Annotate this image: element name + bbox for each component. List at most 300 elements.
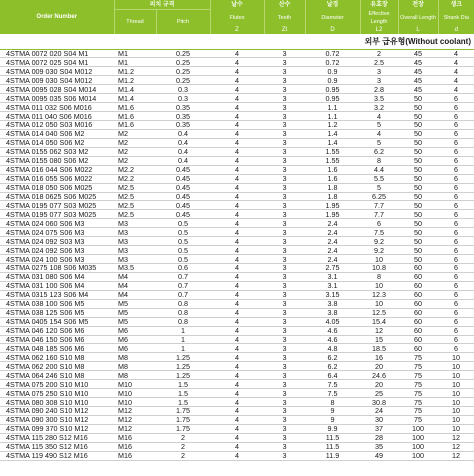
cell-flutes: 4: [210, 183, 264, 192]
cell-overall-length: 50: [398, 246, 438, 255]
cell-overall-length: 50: [398, 192, 438, 201]
cell-flutes: 4: [210, 76, 264, 85]
cell-teeth: 3: [264, 344, 305, 353]
cell-pitch: 0.7: [156, 272, 210, 281]
cell-diameter: 2.4: [305, 246, 360, 255]
cell-overall-length: 50: [398, 147, 438, 156]
cell-flutes: 4: [210, 210, 264, 219]
cell-overall-length: 100: [398, 424, 438, 433]
cell-effective-length: 30.8: [360, 398, 398, 407]
table-row: [0, 389, 474, 398]
cell-effective-length: 10: [360, 281, 398, 290]
cell-order-number: 4STMA 099 370 S10 M12: [0, 424, 114, 433]
cell-thread: M8: [114, 371, 156, 380]
cell-order-number: 4STMA 115 350 S12 M16: [0, 442, 114, 451]
cell-teeth: 3: [264, 281, 305, 290]
cell-thread: M1.6: [114, 121, 156, 130]
table-row: [0, 246, 474, 255]
cell-flutes: 4: [210, 228, 264, 237]
cell-overall-length: 50: [398, 228, 438, 237]
cell-thread: M10: [114, 389, 156, 398]
cell-shank-dia: 10: [438, 389, 474, 398]
cell-diameter: 1.95: [305, 210, 360, 219]
cell-pitch: 0.3: [156, 94, 210, 103]
cell-flutes: 4: [210, 49, 264, 58]
table-row: [0, 362, 474, 371]
cell-pitch: 0.25: [156, 76, 210, 85]
cell-shank-dia: 6: [438, 335, 474, 344]
cell-thread: M3: [114, 246, 156, 255]
cell-teeth: 3: [264, 165, 305, 174]
table-row: [0, 237, 474, 246]
cell-thread: M5: [114, 299, 156, 308]
cell-flutes: 4: [210, 67, 264, 76]
cell-shank-dia: 4: [438, 85, 474, 94]
cell-effective-length: 30: [360, 415, 398, 424]
cell-diameter: 3.1: [305, 272, 360, 281]
cell-teeth: 3: [264, 290, 305, 299]
cell-overall-length: 60: [398, 299, 438, 308]
cell-diameter: 8: [305, 398, 360, 407]
cell-diameter: 1.95: [305, 201, 360, 210]
cell-teeth: 3: [264, 407, 305, 416]
cell-thread: M2.2: [114, 174, 156, 183]
table-row: [0, 335, 474, 344]
cell-shank-dia: 10: [438, 353, 474, 362]
cell-effective-length: 7.7: [360, 210, 398, 219]
cell-teeth: 3: [264, 237, 305, 246]
cell-overall-length: 45: [398, 76, 438, 85]
cell-flutes: 4: [210, 58, 264, 67]
cell-diameter: 4.6: [305, 326, 360, 335]
cell-order-number: 4STMA 0095 035 S06 M014: [0, 94, 114, 103]
cell-overall-length: 60: [398, 272, 438, 281]
cell-flutes: 4: [210, 219, 264, 228]
cell-order-number: 4STMA 080 308 S10 M10: [0, 398, 114, 407]
table-row: [0, 353, 474, 362]
cell-pitch: 0.5: [156, 237, 210, 246]
cell-overall-length: 75: [398, 389, 438, 398]
cell-pitch: 1.5: [156, 380, 210, 389]
header-order-number: Order Number: [0, 0, 114, 34]
cell-teeth: 3: [264, 415, 305, 424]
header-thread: Thread: [114, 10, 156, 34]
cell-thread: M2.5: [114, 201, 156, 210]
cell-pitch: 0.4: [156, 147, 210, 156]
cell-diameter: 3.15: [305, 290, 360, 299]
cell-pitch: 0.5: [156, 219, 210, 228]
cell-diameter: 1.55: [305, 147, 360, 156]
cell-overall-length: 50: [398, 255, 438, 264]
cell-effective-length: 8: [360, 156, 398, 165]
cell-shank-dia: 6: [438, 121, 474, 130]
cell-thread: M10: [114, 398, 156, 407]
cell-flutes: 4: [210, 415, 264, 424]
cell-flutes: 4: [210, 317, 264, 326]
cell-effective-length: 15: [360, 335, 398, 344]
cell-effective-length: 3.5: [360, 94, 398, 103]
cell-shank-dia: 6: [438, 246, 474, 255]
cell-thread: M12: [114, 407, 156, 416]
cell-order-number: 4STMA 0095 028 S04 M014: [0, 85, 114, 94]
cell-teeth: 3: [264, 129, 305, 138]
cell-shank-dia: 6: [438, 264, 474, 273]
cell-teeth: 3: [264, 76, 305, 85]
cell-effective-length: 12.3: [360, 290, 398, 299]
cell-shank-dia: 6: [438, 308, 474, 317]
cell-order-number: 4STMA 018 0625 S06 M025: [0, 192, 114, 201]
table-header: [0, 0, 474, 34]
cell-teeth: 3: [264, 442, 305, 451]
cell-flutes: 4: [210, 112, 264, 121]
cell-teeth: 3: [264, 112, 305, 121]
cell-flutes: 4: [210, 371, 264, 380]
cell-pitch: 0.5: [156, 228, 210, 237]
cell-shank-dia: 6: [438, 281, 474, 290]
cell-teeth: 3: [264, 246, 305, 255]
cell-order-number: 4STMA 024 092 S06 M3: [0, 246, 114, 255]
cell-effective-length: 5.5: [360, 174, 398, 183]
cell-shank-dia: 4: [438, 58, 474, 67]
cell-teeth: 3: [264, 264, 305, 273]
table-row: [0, 228, 474, 237]
cell-shank-dia: 6: [438, 255, 474, 264]
cell-shank-dia: 6: [438, 326, 474, 335]
cell-thread: M4: [114, 290, 156, 299]
cell-flutes: 4: [210, 237, 264, 246]
cell-flutes: 4: [210, 389, 264, 398]
cell-flutes: 4: [210, 433, 264, 442]
cell-diameter: 1.1: [305, 103, 360, 112]
table-row: [0, 192, 474, 201]
cell-thread: M2: [114, 147, 156, 156]
cell-thread: M12: [114, 424, 156, 433]
header-flutes-kr: 날수: [210, 0, 264, 10]
cell-order-number: 4STMA 062 200 S10 M8: [0, 362, 114, 371]
cell-teeth: 3: [264, 371, 305, 380]
cell-teeth: 3: [264, 272, 305, 281]
cell-shank-dia: 10: [438, 407, 474, 416]
cell-teeth: 3: [264, 308, 305, 317]
cell-diameter: 2.75: [305, 264, 360, 273]
table-row: [0, 174, 474, 183]
cell-effective-length: 9.2: [360, 246, 398, 255]
table-row: [0, 85, 474, 94]
cell-overall-length: 50: [398, 210, 438, 219]
table-row: [0, 415, 474, 424]
cell-pitch: 1.5: [156, 398, 210, 407]
cell-effective-length: 16: [360, 353, 398, 362]
cell-order-number: 4STMA 016 055 S06 M022: [0, 174, 114, 183]
cell-shank-dia: 10: [438, 380, 474, 389]
header-teeth-kr: 산수: [264, 0, 305, 10]
cell-diameter: 0.95: [305, 94, 360, 103]
cell-shank-dia: 6: [438, 183, 474, 192]
cell-shank-dia: 6: [438, 174, 474, 183]
cell-flutes: 4: [210, 272, 264, 281]
cell-effective-length: 24.6: [360, 371, 398, 380]
cell-overall-length: 75: [398, 398, 438, 407]
cell-overall-length: 100: [398, 433, 438, 442]
cell-thread: M8: [114, 353, 156, 362]
cell-flutes: 4: [210, 174, 264, 183]
cell-effective-length: 2.8: [360, 85, 398, 94]
cell-flutes: 4: [210, 326, 264, 335]
cell-order-number: 4STMA 0195 077 S03 M025: [0, 210, 114, 219]
cell-order-number: 4STMA 119 490 S12 M16: [0, 451, 114, 460]
cell-shank-dia: 6: [438, 272, 474, 281]
cell-flutes: 4: [210, 344, 264, 353]
cell-overall-length: 50: [398, 183, 438, 192]
cell-flutes: 4: [210, 442, 264, 451]
cell-overall-length: 50: [398, 201, 438, 210]
cell-thread: M1.4: [114, 85, 156, 94]
cell-effective-length: 12: [360, 326, 398, 335]
table-row: [0, 272, 474, 281]
cell-overall-length: 100: [398, 442, 438, 451]
cell-thread: M4: [114, 281, 156, 290]
cell-pitch: 1.25: [156, 353, 210, 362]
cell-effective-length: 5: [360, 183, 398, 192]
cell-diameter: 7.5: [305, 389, 360, 398]
table-row: [0, 344, 474, 353]
cell-order-number: 4STMA 064 246 S10 M8: [0, 371, 114, 380]
cell-shank-dia: 6: [438, 228, 474, 237]
cell-shank-dia: 12: [438, 433, 474, 442]
cell-pitch: 0.7: [156, 281, 210, 290]
cell-overall-length: 50: [398, 121, 438, 130]
cell-shank-dia: 6: [438, 156, 474, 165]
cell-effective-length: 5: [360, 121, 398, 130]
cell-pitch: 0.35: [156, 112, 210, 121]
cell-diameter: 11.5: [305, 442, 360, 451]
cell-effective-length: 6.2: [360, 147, 398, 156]
cell-effective-length: 4.4: [360, 165, 398, 174]
cell-shank-dia: 6: [438, 103, 474, 112]
cell-teeth: 3: [264, 192, 305, 201]
cell-order-number: 4STMA 016 044 S06 M022: [0, 165, 114, 174]
cell-order-number: 4STMA 011 040 S06 M016: [0, 112, 114, 121]
table-row: [0, 398, 474, 407]
cell-thread: M5: [114, 308, 156, 317]
table-row: [0, 201, 474, 210]
cell-teeth: 3: [264, 228, 305, 237]
cell-effective-length: 10.8: [360, 264, 398, 273]
cell-order-number: 4STMA 090 300 S10 M12: [0, 415, 114, 424]
cell-flutes: 4: [210, 94, 264, 103]
cell-order-number: 4STMA 048 185 S06 M6: [0, 344, 114, 353]
cell-teeth: 3: [264, 49, 305, 58]
cell-thread: M3: [114, 219, 156, 228]
cell-diameter: 7.5: [305, 380, 360, 389]
cell-teeth: 3: [264, 389, 305, 398]
cell-overall-length: 50: [398, 129, 438, 138]
cell-flutes: 4: [210, 103, 264, 112]
table-row: [0, 281, 474, 290]
cell-overall-length: 75: [398, 353, 438, 362]
cell-teeth: 3: [264, 58, 305, 67]
table-row: [0, 433, 474, 442]
cell-diameter: 1.8: [305, 192, 360, 201]
cell-overall-length: 60: [398, 335, 438, 344]
cell-flutes: 4: [210, 308, 264, 317]
cell-shank-dia: 6: [438, 290, 474, 299]
header-overall-length-kr: 전장: [398, 0, 438, 10]
cell-shank-dia: 10: [438, 371, 474, 380]
cell-thread: M12: [114, 415, 156, 424]
cell-effective-length: 3.2: [360, 103, 398, 112]
cell-thread: M2: [114, 129, 156, 138]
cell-shank-dia: 6: [438, 344, 474, 353]
cell-overall-length: 50: [398, 237, 438, 246]
header-shank-symbol: d: [438, 26, 474, 34]
cell-diameter: 2.4: [305, 255, 360, 264]
cell-overall-length: 45: [398, 49, 438, 58]
cell-flutes: 4: [210, 407, 264, 416]
cell-pitch: 0.8: [156, 308, 210, 317]
cell-overall-length: 50: [398, 165, 438, 174]
cell-shank-dia: 6: [438, 219, 474, 228]
cell-flutes: 4: [210, 264, 264, 273]
cell-shank-dia: 12: [438, 451, 474, 460]
cell-pitch: 2: [156, 442, 210, 451]
cell-pitch: 1: [156, 326, 210, 335]
cell-overall-length: 60: [398, 290, 438, 299]
cell-flutes: 4: [210, 147, 264, 156]
cell-thread: M1.2: [114, 67, 156, 76]
cell-order-number: 4STMA 024 075 S06 M3: [0, 228, 114, 237]
header-effective-length-symbol: L2: [360, 26, 398, 34]
cell-shank-dia: 10: [438, 415, 474, 424]
cell-flutes: 4: [210, 246, 264, 255]
cell-teeth: 3: [264, 183, 305, 192]
cell-pitch: 1: [156, 344, 210, 353]
cell-flutes: 4: [210, 255, 264, 264]
cell-pitch: 0.4: [156, 129, 210, 138]
cell-flutes: 4: [210, 398, 264, 407]
cell-overall-length: 75: [398, 407, 438, 416]
cell-flutes: 4: [210, 156, 264, 165]
cell-pitch: 1.75: [156, 407, 210, 416]
cell-thread: M1.6: [114, 103, 156, 112]
cell-shank-dia: 4: [438, 49, 474, 58]
cell-order-number: 4STMA 0195 077 S03 M025: [0, 201, 114, 210]
cell-pitch: 1.25: [156, 371, 210, 380]
cell-overall-length: 60: [398, 281, 438, 290]
table-row: [0, 94, 474, 103]
cell-effective-length: 25: [360, 389, 398, 398]
table-body: [0, 34, 474, 461]
cell-order-number: 4STMA 031 100 S06 M4: [0, 281, 114, 290]
cell-teeth: 3: [264, 353, 305, 362]
cell-overall-length: 75: [398, 415, 438, 424]
cell-thread: M1.6: [114, 112, 156, 121]
cell-teeth: 3: [264, 121, 305, 130]
cell-thread: M1.2: [114, 76, 156, 85]
header-effective-length: Effective Length: [360, 10, 398, 26]
table-row: [0, 210, 474, 219]
cell-overall-length: 75: [398, 362, 438, 371]
cell-diameter: 2.4: [305, 228, 360, 237]
table-row: [0, 380, 474, 389]
cell-flutes: 4: [210, 353, 264, 362]
cell-effective-length: 49: [360, 451, 398, 460]
cell-effective-length: 2.5: [360, 58, 398, 67]
cell-thread: M2.5: [114, 192, 156, 201]
table-row: [0, 67, 474, 76]
cell-shank-dia: 6: [438, 138, 474, 147]
cell-pitch: 0.25: [156, 58, 210, 67]
cell-shank-dia: 10: [438, 362, 474, 371]
cell-flutes: 4: [210, 362, 264, 371]
cell-diameter: 1.4: [305, 138, 360, 147]
cell-teeth: 3: [264, 85, 305, 94]
cell-effective-length: 5: [360, 138, 398, 147]
cell-effective-length: 4: [360, 112, 398, 121]
table-row: [0, 129, 474, 138]
cell-teeth: 3: [264, 103, 305, 112]
header-diameter-symbol: D: [305, 26, 360, 34]
cell-thread: M2: [114, 138, 156, 147]
cell-pitch: 2: [156, 433, 210, 442]
cell-thread: M3.5: [114, 264, 156, 273]
cell-teeth: 3: [264, 210, 305, 219]
table-row: [0, 121, 474, 130]
cell-order-number: 4STMA 046 150 S06 M6: [0, 335, 114, 344]
cell-effective-length: 7.5: [360, 228, 398, 237]
cell-effective-length: 15.4: [360, 317, 398, 326]
cell-order-number: 4STMA 031 080 S06 M4: [0, 272, 114, 281]
table-row: [0, 371, 474, 380]
cell-flutes: 4: [210, 380, 264, 389]
cell-order-number: 4STMA 038 125 S06 M5: [0, 308, 114, 317]
cell-order-number: 4STMA 014 050 S06 M2: [0, 138, 114, 147]
cell-teeth: 3: [264, 380, 305, 389]
cell-teeth: 3: [264, 255, 305, 264]
cell-order-number: 4STMA 075 250 S10 M10: [0, 389, 114, 398]
table-row: [0, 103, 474, 112]
table-row: [0, 451, 474, 460]
table-row: [0, 255, 474, 264]
cell-order-number: 4STMA 009 030 S04 M012: [0, 67, 114, 76]
cell-thread: M3: [114, 228, 156, 237]
cell-thread: M16: [114, 433, 156, 442]
cell-order-number: 4STMA 038 100 S06 M5: [0, 299, 114, 308]
table-row: [0, 326, 474, 335]
header-pitch: Pitch: [156, 10, 210, 34]
cell-teeth: 3: [264, 335, 305, 344]
cell-shank-dia: 6: [438, 129, 474, 138]
cell-shank-dia: 6: [438, 112, 474, 121]
cell-order-number: 4STMA 090 240 S10 M12: [0, 407, 114, 416]
cell-flutes: 4: [210, 138, 264, 147]
cell-flutes: 4: [210, 290, 264, 299]
cell-order-number: 4STMA 0072 020 S04 M1: [0, 49, 114, 58]
cell-order-number: 4STMA 046 120 S06 M6: [0, 326, 114, 335]
cell-effective-length: 20: [360, 380, 398, 389]
header-effective-length-kr: 유효장: [360, 0, 398, 10]
cell-diameter: 0.72: [305, 49, 360, 58]
cell-flutes: 4: [210, 201, 264, 210]
cell-flutes: 4: [210, 129, 264, 138]
cell-order-number: 4STMA 0072 025 S04 M1: [0, 58, 114, 67]
header-shank-kr: 생크: [438, 0, 474, 10]
cell-overall-length: 45: [398, 85, 438, 94]
cell-diameter: 9.9: [305, 424, 360, 433]
cell-order-number: 4STMA 024 092 S03 M3: [0, 237, 114, 246]
cell-overall-length: 60: [398, 326, 438, 335]
cell-thread: M5: [114, 317, 156, 326]
